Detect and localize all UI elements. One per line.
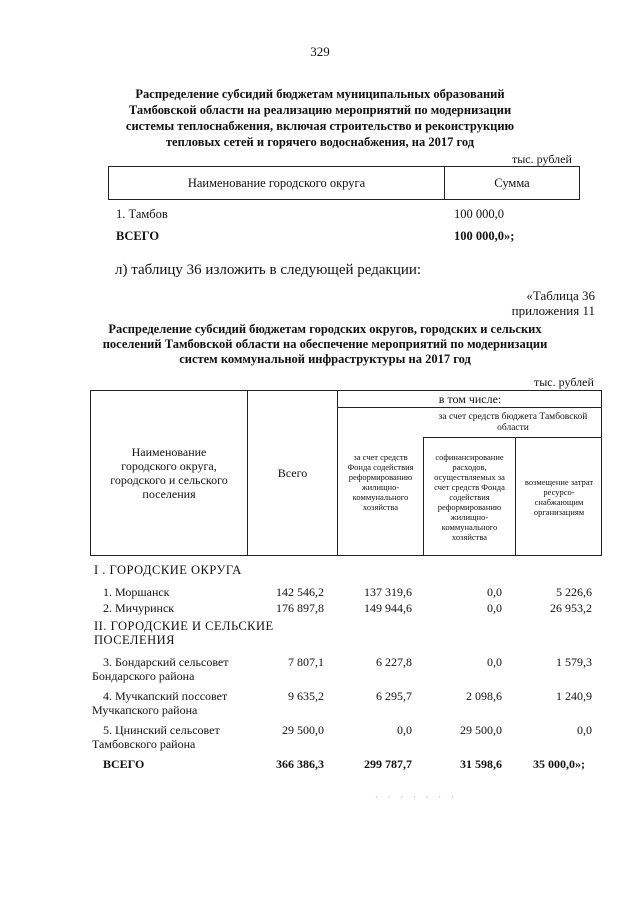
- row-fund: 0,0: [397, 723, 412, 737]
- row-name: 5. Цнинский сельсовет Тамбовского района: [92, 723, 220, 751]
- section-header-rural: II. ГОРОДСКИЕ И СЕЛЬСКИЕ ПОСЕЛЕНИЯ: [94, 619, 274, 647]
- total-row-comp: 35 000,0»;: [533, 757, 585, 771]
- header-cofinancing: софинансирование расходов, осуществляемых за счет средств Фонда содействия реформированию жилищно-коммунального хозяйства: [434, 451, 505, 542]
- row-comp: 1 240,9: [556, 689, 592, 703]
- page-number: 329: [310, 44, 330, 59]
- header-including: в том числе:: [438, 392, 502, 406]
- row-cofin: 2 098,6: [466, 689, 502, 703]
- section1-header-sum: Сумма: [494, 175, 530, 190]
- row-fund: 149 944,6: [364, 601, 412, 615]
- total-row-name: ВСЕГО: [103, 757, 145, 771]
- row-comp: 1 579,3: [556, 655, 592, 669]
- row-name: 4. Мучкапский поссовет Мучкапского района: [92, 689, 228, 717]
- total-row-cofin: 31 598,6: [460, 757, 502, 771]
- instruction-text: л) таблицу 36 изложить в следующей редакции:: [115, 262, 422, 278]
- table-reference: [480, 288, 595, 318]
- section1-table-header: [108, 166, 580, 200]
- section1-unit: тыс. рублей: [512, 152, 572, 166]
- header-total: Всего: [277, 466, 308, 480]
- section2-table-header: [90, 390, 602, 556]
- section1-title: Распределение субсидий бюджетам муниципальных образований Тамбовской области на реализацию мероприятий по модернизации системы теплоснабжения, включая строительство и реконструкцию тепловых сетей и горячего водоснабжения, на 2017 год: [125, 87, 515, 149]
- row-fund: 6 295,7: [376, 689, 412, 703]
- header-name: Наименование городского округа, городского и сельского поселения: [110, 445, 228, 501]
- table-reference-line1: «Таблица 36: [526, 288, 595, 303]
- row-comp: 5 226,6: [556, 585, 592, 599]
- row-total: 29 500,0: [282, 723, 324, 737]
- section1-total-name: ВСЕГО: [116, 229, 160, 243]
- table-reference-line2: приложения 11: [511, 303, 595, 318]
- section1-row-name: 1. Тамбов: [116, 207, 168, 221]
- header-compensation: возмещение затрат ресурсо-снабжающим организациям: [524, 476, 594, 517]
- section2-unit: тыс. рублей: [534, 375, 594, 389]
- row-fund: 6 227,8: [376, 655, 412, 669]
- row-cofin: 0,0: [487, 585, 502, 599]
- header-fund: за счет средств Фонда содействия реформированию жилищно-коммунального хозяйства: [347, 451, 414, 512]
- section1-header-name: Наименование городского округа: [109, 167, 445, 199]
- row-name: 3. Бондарский сельсовет Бондарского района: [92, 655, 229, 683]
- section-header-urban: I . ГОРОДСКИЕ ОКРУГА: [94, 563, 242, 577]
- row-cofin: 0,0: [487, 655, 502, 669]
- scan-dots: · · · · · · ·: [375, 793, 458, 802]
- row-cofin: 29 500,0: [460, 723, 502, 737]
- section1-total-sum: 100 000,0»;: [454, 229, 515, 243]
- row-total: 7 807,1: [288, 655, 324, 669]
- row-cofin: 0,0: [487, 601, 502, 615]
- row-name: 1. Моршанск: [103, 585, 170, 599]
- section1-row-sum: 100 000,0: [454, 207, 504, 221]
- row-fund: 137 319,6: [364, 585, 412, 599]
- row-total: 142 546,2: [276, 585, 324, 599]
- row-total: 176 897,8: [276, 601, 324, 615]
- total-row-total: 366 386,3: [276, 757, 324, 771]
- row-comp: 0,0: [577, 723, 592, 737]
- row-comp: 26 953,2: [550, 601, 592, 615]
- total-row-fund: 299 787,7: [364, 757, 412, 771]
- header-regional: за счет средств бюджета Тамбовской области: [438, 411, 588, 433]
- section2-title: Распределение субсидий бюджетам городских округов, городских и сельских поселений Тамбовской области на обеспечение мероприятий по модернизации систем коммунальной инфраструктуры на 2017 год: [102, 322, 548, 366]
- row-name: 2. Мичуринск: [103, 601, 175, 615]
- row-total: 9 635,2: [288, 689, 324, 703]
